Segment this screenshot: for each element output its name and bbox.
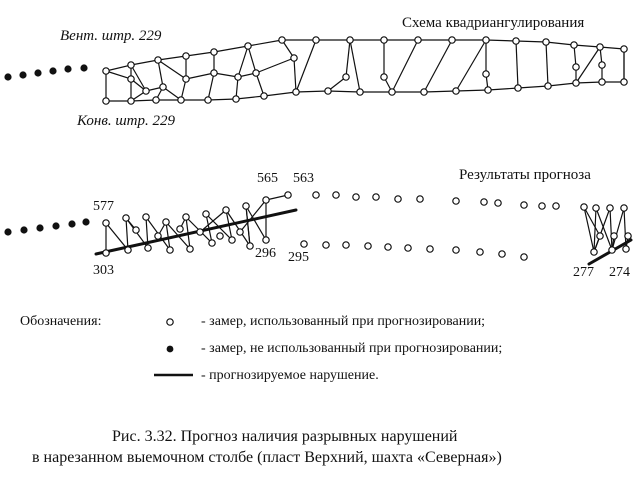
figure-caption-line1: Рис. 3.32. Прогноз наличия разрывных нарушений	[112, 428, 458, 445]
measurement-point	[483, 71, 489, 77]
measurement-point	[128, 76, 134, 82]
point-label-274: 274	[609, 265, 630, 280]
point-label-565: 565	[257, 171, 278, 186]
measurement-point	[477, 249, 483, 255]
measurement-point	[347, 37, 353, 43]
measurement-point	[389, 89, 395, 95]
measurement-point	[593, 205, 599, 211]
measurement-point	[573, 64, 579, 70]
measurement-point	[485, 87, 491, 93]
measurement-point	[621, 79, 627, 85]
measurement-point	[125, 247, 131, 253]
lead-in-dot	[80, 64, 87, 71]
legend-fault-text: - прогнозируемое нарушение.	[201, 368, 379, 383]
measurement-point	[155, 233, 161, 239]
measurement-point	[285, 192, 291, 198]
measurement-point	[521, 254, 527, 260]
filled-dot-marker-icon	[167, 346, 174, 353]
quadrangulation-edge	[294, 58, 296, 92]
measurement-point	[123, 215, 129, 221]
lead-in-dot	[52, 222, 59, 229]
measurement-point	[153, 97, 159, 103]
vent-drift-label: Вент. штр. 229	[60, 28, 162, 44]
measurement-point	[279, 37, 285, 43]
measurement-point	[103, 250, 109, 256]
measurement-point	[301, 241, 307, 247]
measurement-point	[237, 229, 243, 235]
measurement-point	[103, 220, 109, 226]
measurement-point	[183, 53, 189, 59]
measurement-point	[211, 70, 217, 76]
lead-in-dot	[64, 65, 71, 72]
konv-drift-label: Конв. штр. 229	[77, 113, 175, 129]
measurement-point	[427, 246, 433, 252]
measurement-point	[187, 246, 193, 252]
forecast-link	[610, 208, 612, 250]
quadrangulation-edge	[186, 73, 214, 79]
lead-in-dot	[34, 69, 41, 76]
measurement-point	[365, 243, 371, 249]
measurement-point	[353, 194, 359, 200]
measurement-point	[291, 55, 297, 61]
measurement-point	[167, 247, 173, 253]
quadrangulation-edge	[158, 60, 163, 87]
measurement-point	[343, 74, 349, 80]
lead-in-dot	[49, 67, 56, 74]
measurement-point	[573, 80, 579, 86]
lead-in-dot	[20, 226, 27, 233]
point-label-295: 295	[288, 250, 309, 265]
measurement-point	[543, 39, 549, 45]
forecast-link	[584, 207, 594, 252]
measurement-point	[625, 233, 631, 239]
quadrangulation-edge	[392, 40, 418, 92]
measurement-point	[155, 57, 161, 63]
measurement-point	[597, 233, 603, 239]
quadrangulation-title: Схема квадриангулирования	[402, 15, 585, 31]
measurement-point	[599, 79, 605, 85]
measurement-point	[209, 240, 215, 246]
measurement-point	[343, 242, 349, 248]
measurement-point	[293, 89, 299, 95]
quadrangulation-edge	[546, 42, 548, 86]
measurement-point	[453, 88, 459, 94]
measurement-point	[481, 199, 487, 205]
hollow-circle-marker-icon	[167, 319, 173, 325]
legend-unused-point-text: - замер, не использованный при прогнозировании;	[201, 341, 503, 356]
measurement-point	[128, 98, 134, 104]
measurement-point	[133, 227, 139, 233]
measurement-point	[545, 83, 551, 89]
measurement-point	[483, 37, 489, 43]
measurement-point	[325, 88, 331, 94]
measurement-point	[611, 233, 617, 239]
measurement-point	[591, 249, 597, 255]
measurement-point	[145, 245, 151, 251]
measurement-point	[103, 98, 109, 104]
measurement-point	[597, 44, 603, 50]
measurement-point	[263, 237, 269, 243]
quadrangulation-edge	[296, 40, 316, 92]
measurement-point	[515, 85, 521, 91]
forecast-link	[596, 208, 612, 250]
measurement-point	[313, 37, 319, 43]
measurement-point	[245, 43, 251, 49]
measurement-point	[178, 97, 184, 103]
measurement-point	[623, 246, 629, 252]
measurement-point	[103, 68, 109, 74]
legend-heading: Обозначения:	[20, 314, 102, 329]
lead-in-dot	[4, 228, 11, 235]
measurement-point	[395, 196, 401, 202]
measurement-point	[163, 219, 169, 225]
measurement-point	[211, 49, 217, 55]
measurement-point	[253, 70, 259, 76]
point-label-563: 563	[293, 171, 314, 186]
lead-in-dot	[19, 71, 26, 78]
forecast-zigzag-line	[106, 195, 288, 250]
point-label-277: 277	[573, 265, 594, 280]
point-label-577: 577	[93, 199, 114, 214]
forecast-link	[594, 208, 596, 252]
legend-icons	[154, 319, 193, 375]
measurement-point	[417, 196, 423, 202]
measurement-point	[233, 96, 239, 102]
quadrangulation-edge	[158, 60, 186, 79]
measurement-point	[553, 203, 559, 209]
measurement-point	[521, 202, 527, 208]
measurement-point	[160, 84, 166, 90]
measurement-point	[453, 247, 459, 253]
measurement-point	[177, 226, 183, 232]
quadrangulation-edge	[208, 73, 214, 100]
quadrangulation-edge	[106, 71, 131, 79]
measurement-point	[313, 192, 319, 198]
quadrangulation-edge	[256, 58, 294, 73]
measurement-point	[499, 251, 505, 257]
point-label-303: 303	[93, 263, 114, 278]
measurement-point	[183, 76, 189, 82]
measurement-point	[381, 37, 387, 43]
measurement-point	[453, 198, 459, 204]
measurement-point	[373, 194, 379, 200]
quadrangulation-network	[106, 40, 624, 101]
measurement-point	[607, 205, 613, 211]
measurement-point	[495, 200, 501, 206]
quadrangulation-edge	[346, 40, 350, 77]
legend-used-point-text: - замер, использованный при прогнозировании;	[201, 314, 486, 329]
measurement-point	[357, 89, 363, 95]
measurement-point	[143, 214, 149, 220]
quadrangulation-edge	[456, 40, 486, 91]
measurement-point	[415, 37, 421, 43]
lead-in-dot	[36, 224, 43, 231]
measurement-point	[581, 204, 587, 210]
lead-in-dot	[68, 220, 75, 227]
forecast-title: Результаты прогноза	[459, 167, 591, 183]
measurement-point	[449, 37, 455, 43]
quadrangulation-edge	[248, 46, 256, 73]
measurement-point	[513, 38, 519, 44]
measurement-point	[621, 46, 627, 52]
measurement-point	[217, 233, 223, 239]
quadrangulation-edge	[576, 47, 600, 83]
point-label-296: 296	[255, 246, 276, 261]
measurement-point	[128, 62, 134, 68]
measurement-point	[183, 214, 189, 220]
measurement-point	[609, 247, 615, 253]
measurement-point	[243, 203, 249, 209]
measurement-point	[323, 242, 329, 248]
measurement-point	[385, 244, 391, 250]
measurement-point	[143, 88, 149, 94]
measurement-point	[235, 74, 241, 80]
lead-in-dot	[82, 218, 89, 225]
lead-in-dot	[4, 73, 11, 80]
quadrangulation-points	[4, 37, 627, 104]
measurement-point	[621, 205, 627, 211]
quadrangulation-edge	[424, 40, 452, 92]
measurement-point	[197, 229, 203, 235]
measurement-point	[539, 203, 545, 209]
measurement-point	[223, 207, 229, 213]
measurement-point	[333, 192, 339, 198]
quadrangulation-edge	[350, 40, 360, 92]
measurement-point	[599, 62, 605, 68]
measurement-point	[261, 93, 267, 99]
measurement-point	[405, 245, 411, 251]
measurement-point	[381, 74, 387, 80]
quadrangulation-edge	[516, 41, 518, 88]
measurement-point	[571, 42, 577, 48]
measurement-point	[229, 237, 235, 243]
measurement-point	[421, 89, 427, 95]
measurement-point	[247, 243, 253, 249]
measurement-point	[203, 211, 209, 217]
measurement-point	[263, 197, 269, 203]
figure-caption-line2: в нарезанном выемочном столбе (пласт Верхний, шахта «Северная»)	[32, 449, 502, 466]
quadrangulation-edge	[238, 46, 248, 77]
measurement-point	[205, 97, 211, 103]
